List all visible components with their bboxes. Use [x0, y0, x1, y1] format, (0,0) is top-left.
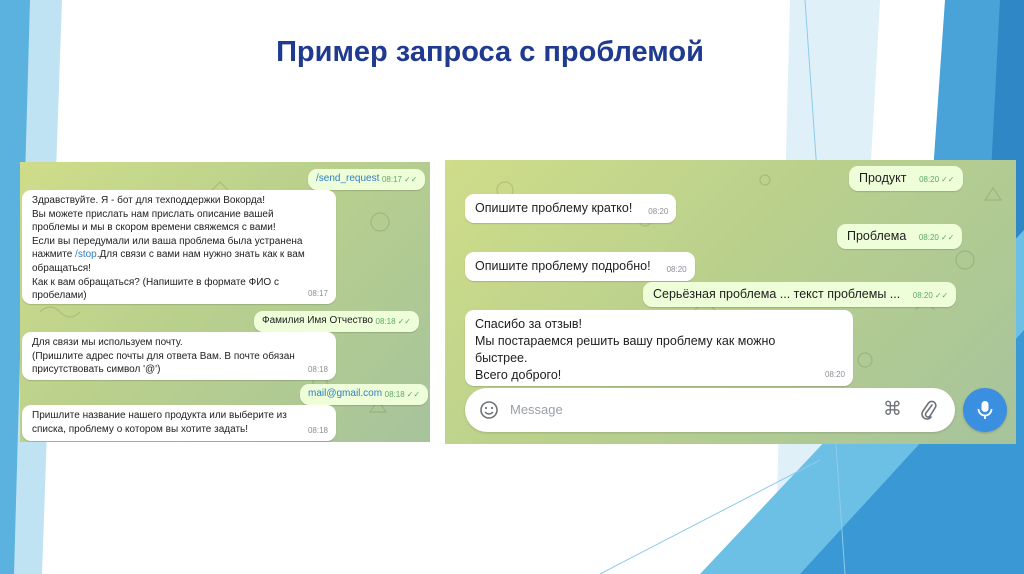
double-check-icon: ✓✓ — [406, 390, 421, 399]
message-time: 08:18 — [307, 426, 328, 436]
message-line: Вы можете прислать нам прислать описание вашей — [32, 208, 274, 220]
double-check-icon: ✓✓ — [940, 233, 955, 242]
message-line: Здравствуйте. Я - бот для техподдержки Вокорда! — [32, 195, 266, 206]
message-incoming-describe-detailed — [465, 252, 695, 281]
message-meta: 08:18 ✓✓ — [385, 388, 420, 402]
message-text: Фамилия Имя Отчество — [262, 315, 373, 326]
message-text: Серьёзная проблема ... текст проблемы ... — [653, 287, 901, 301]
message-outgoing-command[interactable] — [308, 169, 425, 190]
message-incoming-describe-short — [465, 194, 676, 223]
double-check-icon: ✓✓ — [397, 317, 411, 326]
message-line: .Для связи с вами нам нужно знать как к вам — [96, 249, 305, 261]
message-outgoing-product — [849, 166, 963, 191]
message-line: проблемы и мы в скором времени свяжемся с вами! — [32, 222, 276, 234]
message-input-bar[interactable] — [465, 388, 955, 432]
message-line: обращаться! — [32, 262, 91, 274]
microphone-icon — [975, 399, 995, 421]
message-text: Пришлите название нашего продукта или выберите из списка, проблему о котором вы хотите задать! — [32, 410, 287, 435]
message-text: Проблема — [847, 229, 907, 243]
message-input[interactable]: Message — [510, 402, 563, 417]
message-line: Как к вам обращаться? (Напишите в формате ФИО с — [32, 276, 279, 288]
command-icon[interactable]: ⌘ — [883, 398, 902, 420]
attach-icon[interactable] — [921, 399, 937, 421]
message-text: Опишите проблему подробно! — [475, 259, 651, 273]
message-line: Если вы передумали или ваша проблема была устранена — [32, 235, 303, 247]
message-incoming-product-request — [22, 405, 336, 441]
message-line: пробелами) — [32, 290, 87, 302]
slide-title: Пример запроса с проблемой — [276, 36, 704, 68]
message-time: 08:20 — [648, 207, 669, 216]
message-text: Для связи мы используем почту. (Пришлите адрес почты для ответа Вам. В почте обязан присутствовать символ '@') — [32, 337, 295, 376]
message-text[interactable]: /send_request — [316, 173, 380, 184]
message-incoming-thanks — [465, 310, 853, 386]
message-text: Спасибо за отзыв! Мы постараемся решить вашу проблему как можно быстрее. Всего доброго! — [475, 317, 776, 382]
message-text: Продукт — [859, 171, 907, 185]
message-text: Опишите проблему кратко! — [475, 201, 633, 215]
message-time: 08:20 — [824, 370, 845, 379]
message-outgoing-email[interactable] — [300, 384, 428, 405]
emoji-icon[interactable] — [479, 400, 499, 420]
chat-screenshot-left — [20, 162, 430, 442]
message-meta: 08:20 ✓✓ — [919, 171, 954, 188]
voice-message-button[interactable] — [963, 388, 1007, 432]
chat-screenshot-right — [445, 160, 1016, 444]
message-meta: 08:18 ✓✓ — [376, 315, 411, 329]
message-outgoing-problem — [837, 224, 962, 249]
message-time: 08:18 — [307, 365, 328, 375]
double-check-icon: ✓✓ — [934, 291, 949, 300]
message-line: нажмите — [32, 249, 76, 261]
double-check-icon: ✓✓ — [941, 175, 955, 184]
message-outgoing-fullname — [254, 311, 419, 332]
message-line-with-command — [32, 248, 326, 262]
message-incoming-email-request — [22, 332, 336, 380]
stop-command-link[interactable]: /stop — [75, 249, 97, 261]
message-meta: 08:17 ✓✓ — [382, 173, 417, 187]
message-outgoing-problem-text — [643, 282, 956, 307]
double-check-icon: ✓✓ — [403, 175, 418, 184]
message-time: 08:20 — [666, 265, 687, 274]
message-incoming-greeting — [22, 190, 336, 304]
message-time: 08:17 — [307, 289, 328, 299]
message-meta: 08:20 ✓✓ — [913, 287, 948, 304]
message-meta: 08:20 ✓✓ — [919, 229, 954, 246]
email-link[interactable]: mail@gmail.com — [308, 388, 383, 399]
